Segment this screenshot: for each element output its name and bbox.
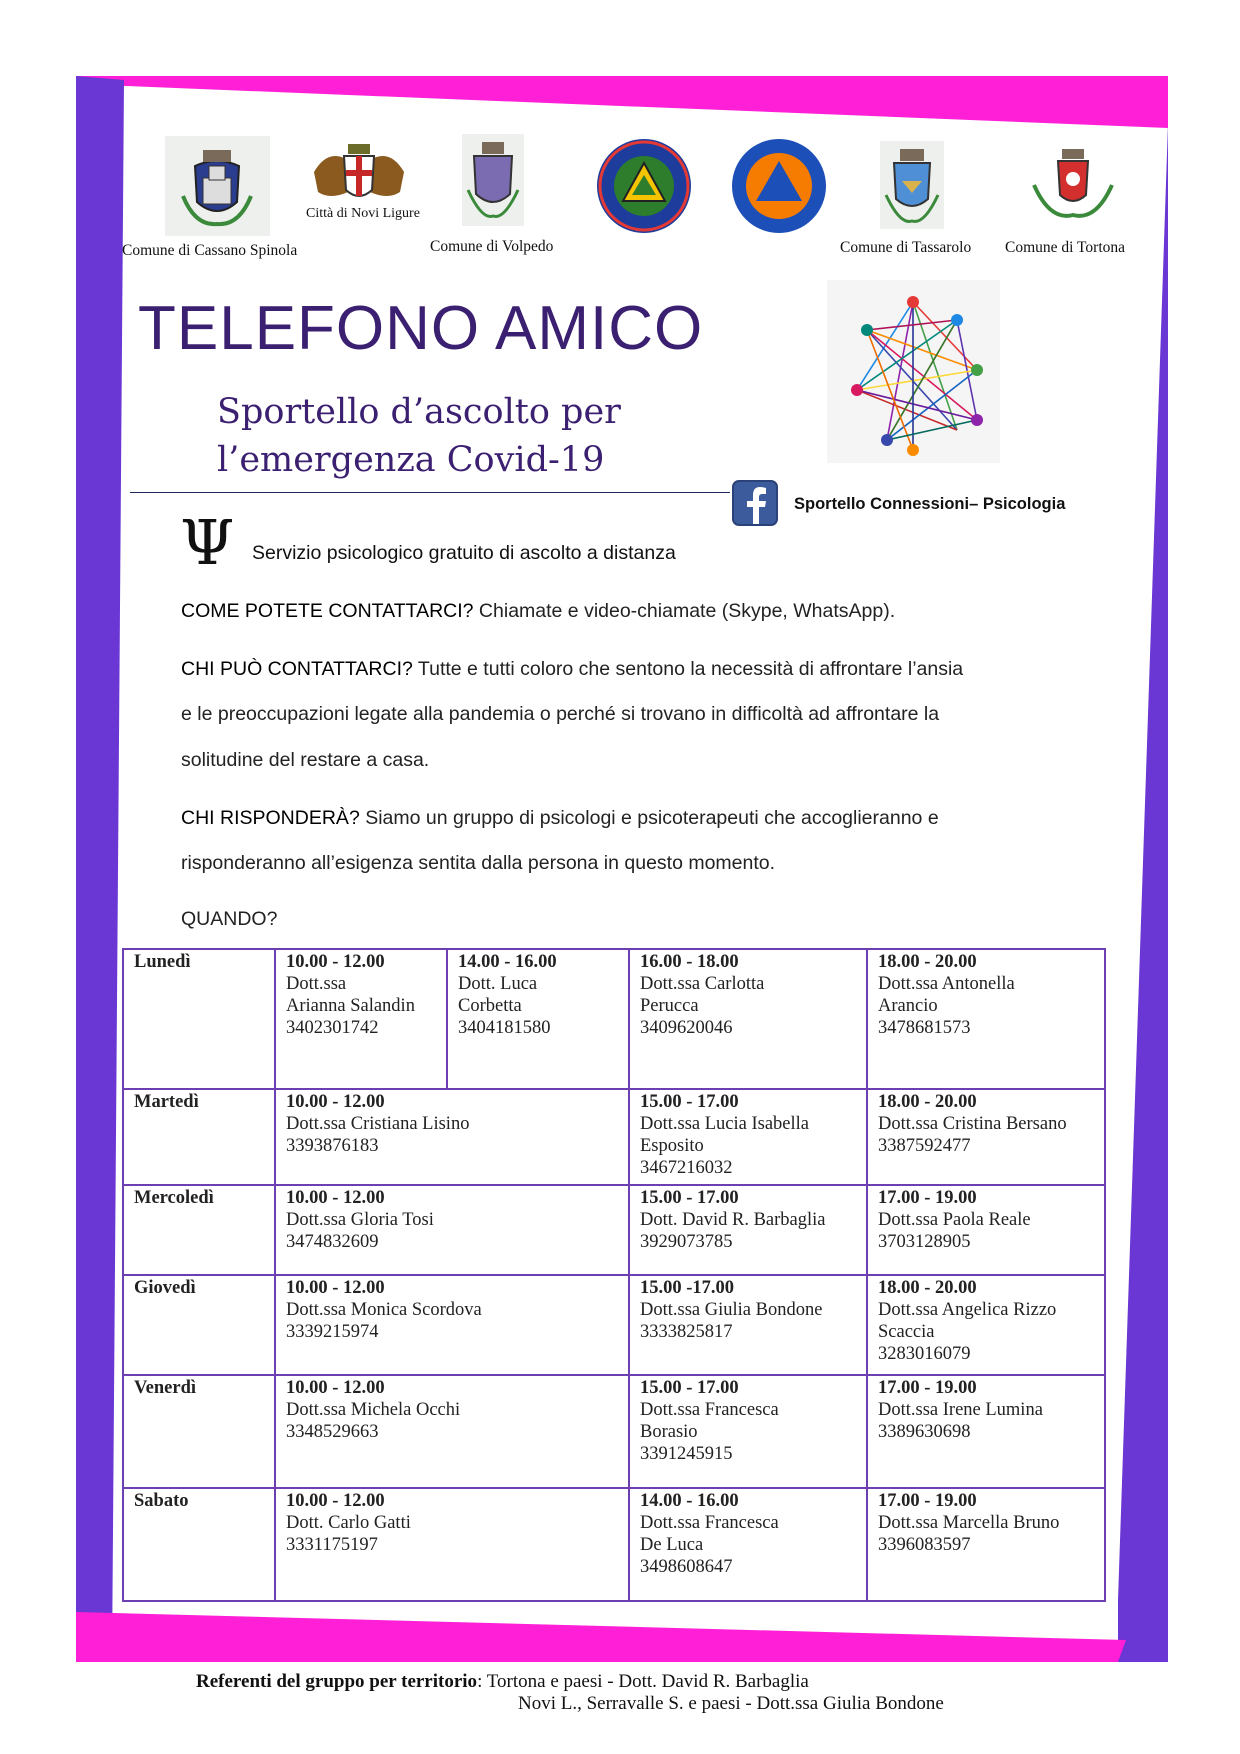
logo-caption-novi-ligure: Città di Novi Ligure — [306, 206, 420, 221]
slot-phone: 3389630698 — [878, 1422, 971, 1442]
slot-cell — [275, 1089, 629, 1185]
q2-line-2: e le preoccupazioni legate alla pandemia o perché si trovano in difficoltà ad affrontare la — [181, 703, 940, 725]
slot-phone: 3391245915 — [640, 1444, 733, 1464]
slot-cell — [629, 1089, 867, 1185]
slot-cell — [629, 1275, 867, 1375]
slot-name: Dott. David R. Barbaglia — [640, 1210, 826, 1230]
q2-line-3: solitudine del restare a casa. — [181, 749, 430, 771]
slot-cell — [275, 1488, 629, 1601]
slot-name: Arancio — [878, 996, 938, 1016]
slot-name: De Luca — [640, 1535, 704, 1555]
slot-name: Dott.ssa Cristiana Lisino — [286, 1114, 470, 1134]
day-cell: Giovedì — [123, 1275, 275, 1375]
q3-answer-1: Siamo un gruppo di psicologi e psicoterapeuti che accoglieranno e — [359, 807, 939, 829]
slot-phone: 3348529663 — [286, 1422, 379, 1442]
magenta-top-band — [76, 76, 1168, 128]
slot-name: Arianna Salandin — [286, 996, 415, 1016]
purple-right-band — [1118, 124, 1168, 1662]
slot-phone: 3478681573 — [878, 1018, 971, 1038]
psi-icon: Ψ — [180, 506, 235, 579]
volpedo-crest-icon — [462, 134, 524, 226]
civil-protection-volpedo-icon — [595, 137, 693, 235]
subtitle — [217, 388, 621, 484]
castle-crest-icon — [165, 136, 270, 236]
slot-name: Dott. Luca — [458, 974, 538, 994]
slot-phone: 3402301742 — [286, 1018, 379, 1038]
schedule-body — [123, 949, 1105, 1601]
slot-time: 17.00 - 19.00 — [878, 1491, 977, 1511]
slot-time: 14.00 - 16.00 — [458, 952, 557, 972]
slot-name: Dott.ssa Marcella Bruno — [878, 1513, 1060, 1533]
slot-time: 17.00 - 19.00 — [878, 1188, 977, 1208]
facebook-icon[interactable] — [732, 480, 778, 526]
slot-name: Scaccia — [878, 1322, 935, 1342]
slot-cell — [275, 949, 447, 1089]
slot-time: 10.00 - 12.00 — [286, 1378, 385, 1398]
protezione-civile-alessandria-icon — [730, 137, 828, 235]
slot-phone: 3703128905 — [878, 1232, 971, 1252]
slot-cell — [629, 1185, 867, 1275]
slot-time: 15.00 - 17.00 — [640, 1378, 739, 1398]
slot-name: Esposito — [640, 1136, 704, 1156]
tortona-crest-icon — [1024, 145, 1122, 225]
facebook-page-label[interactable]: Sportello Connessioni– Psicologia — [794, 495, 1066, 513]
slot-phone: 3474832609 — [286, 1232, 379, 1252]
logo-caption-volpedo: Comune di Volpedo — [430, 238, 554, 255]
slot-time: 15.00 -17.00 — [640, 1278, 735, 1298]
slot-cell — [447, 949, 629, 1089]
slot-phone: 3339215974 — [286, 1322, 379, 1342]
table-row — [123, 1488, 1105, 1601]
slot-phone: 3396083597 — [878, 1535, 971, 1555]
slot-phone: 3283016079 — [878, 1344, 971, 1364]
slot-cell — [867, 949, 1105, 1089]
q1-question: COME POTETE CONTATTARCI? — [181, 600, 474, 622]
q2-question: CHI PUÒ CONTATTARCI? — [181, 658, 413, 680]
q3-question: CHI RISPONDERÀ? — [181, 807, 360, 829]
slot-time: 15.00 - 17.00 — [640, 1188, 739, 1208]
q4-question: QUANDO? — [181, 908, 278, 930]
slot-name: Dott.ssa Francesca — [640, 1513, 779, 1533]
connected-people-network-icon — [827, 280, 1000, 463]
tassarolo-crest-icon — [880, 141, 944, 229]
slot-cell — [275, 1275, 629, 1375]
slot-name: Dott.ssa Giulia Bondone — [640, 1300, 823, 1320]
magenta-bottom-band — [76, 1612, 1126, 1662]
slot-name: Dott.ssa Antonella — [878, 974, 1015, 994]
slot-time: 10.00 - 12.00 — [286, 1188, 385, 1208]
slot-phone: 3331175197 — [286, 1535, 378, 1555]
slot-time: 16.00 - 18.00 — [640, 952, 739, 972]
slot-name: Dott.ssa Angelica Rizzo — [878, 1300, 1057, 1320]
slot-name: Dott.ssa Paola Reale — [878, 1210, 1031, 1230]
slot-name: Dott.ssa Cristina Bersano — [878, 1114, 1067, 1134]
table-row — [123, 1275, 1105, 1375]
slot-name: Dott.ssa Monica Scordova — [286, 1300, 482, 1320]
slot-cell — [275, 1375, 629, 1488]
schedule-table — [122, 948, 1106, 1602]
slot-phone: 3387592477 — [878, 1136, 971, 1156]
slot-phone: 3333825817 — [640, 1322, 733, 1342]
slot-cell — [275, 1185, 629, 1275]
service-description: Servizio psicologico gratuito di ascolto a distanza — [252, 542, 676, 564]
slot-name: Dott.ssa — [286, 974, 347, 994]
slot-phone: 3404181580 — [458, 1018, 551, 1038]
slot-name: Dott.ssa Michela Occhi — [286, 1400, 461, 1420]
slot-time: 18.00 - 20.00 — [878, 1278, 977, 1298]
slot-time: 18.00 - 20.00 — [878, 1092, 977, 1112]
slot-name: Dott.ssa Francesca — [640, 1400, 779, 1420]
logo-caption-tortona: Comune di Tortona — [1005, 239, 1126, 256]
slot-name: Dott.ssa Gloria Tosi — [286, 1210, 434, 1230]
slot-cell — [867, 1375, 1105, 1488]
slot-cell — [629, 1375, 867, 1488]
subtitle-line-1: Sportello d’ascolto per — [217, 392, 621, 432]
q1-line — [181, 600, 895, 623]
slot-time: 10.00 - 12.00 — [286, 1491, 385, 1511]
day-cell: Sabato — [123, 1488, 275, 1601]
slot-cell — [867, 1488, 1105, 1601]
slot-time: 14.00 - 16.00 — [640, 1491, 739, 1511]
subtitle-line-2: l’emergenza Covid-19 — [217, 440, 605, 480]
q2-answer-1: Tutte e tutti coloro che sentono la necessità di affrontare l’ansia — [412, 658, 964, 680]
logo-caption-tassarolo: Comune di Tassarolo — [840, 239, 972, 256]
table-row — [123, 1375, 1105, 1488]
purple-left-band — [76, 76, 124, 1662]
title-divider — [130, 492, 730, 493]
slot-name: Dott.ssa Irene Lumina — [878, 1400, 1043, 1420]
slot-cell — [867, 1275, 1105, 1375]
slot-time: 17.00 - 19.00 — [878, 1378, 977, 1398]
slot-cell — [867, 1185, 1105, 1275]
slot-phone: 3498608647 — [640, 1557, 733, 1577]
footer-referent-1: : Tortona e paesi - Dott. David R. Barbaglia — [477, 1671, 809, 1692]
footer-line-1 — [196, 1671, 809, 1693]
slot-phone: 3393876183 — [286, 1136, 379, 1156]
slot-name: Dott.ssa Lucia Isabella — [640, 1114, 810, 1134]
footer-line-2: Novi L., Serravalle S. e paesi - Dott.ssa Giulia Bondone — [518, 1693, 944, 1714]
q2-line-1 — [181, 658, 963, 681]
slot-time: 10.00 - 12.00 — [286, 1278, 385, 1298]
slot-time: 15.00 - 17.00 — [640, 1092, 739, 1112]
q3-line-2: risponderanno all’esigenza sentita dalla persona in questo momento. — [181, 852, 776, 874]
slot-name: Corbetta — [458, 996, 522, 1016]
slot-phone: 3929073785 — [640, 1232, 733, 1252]
day-cell: Martedì — [123, 1089, 275, 1185]
slot-time: 18.00 - 20.00 — [878, 952, 977, 972]
page-title: TELEFONO AMICO — [138, 294, 704, 363]
slot-name: Dott. Carlo Gatti — [286, 1513, 411, 1533]
q1-answer: Chiamate e video-chiamate (Skype, WhatsApp). — [473, 600, 896, 622]
slot-time: 10.00 - 12.00 — [286, 1092, 385, 1112]
table-row — [123, 949, 1105, 1089]
slot-phone: 3467216032 — [640, 1158, 733, 1178]
slot-cell — [867, 1089, 1105, 1185]
table-row — [123, 1089, 1105, 1185]
logo-caption-cassano: Comune di Cassano Spinola — [122, 242, 298, 259]
slot-time: 10.00 - 12.00 — [286, 952, 385, 972]
slot-cell — [629, 1488, 867, 1601]
slot-name: Perucca — [640, 996, 699, 1016]
day-cell: Lunedì — [123, 949, 275, 1089]
day-cell: Venerdì — [123, 1375, 275, 1488]
table-row — [123, 1185, 1105, 1275]
q3-line-1 — [181, 807, 939, 830]
slot-name: Dott.ssa Carlotta — [640, 974, 765, 994]
slot-cell — [629, 949, 867, 1089]
slot-phone: 3409620046 — [640, 1018, 733, 1038]
day-cell: Mercoledì — [123, 1185, 275, 1275]
slot-name: Borasio — [640, 1422, 698, 1442]
footer-label: Referenti del gruppo per territorio — [196, 1671, 478, 1692]
